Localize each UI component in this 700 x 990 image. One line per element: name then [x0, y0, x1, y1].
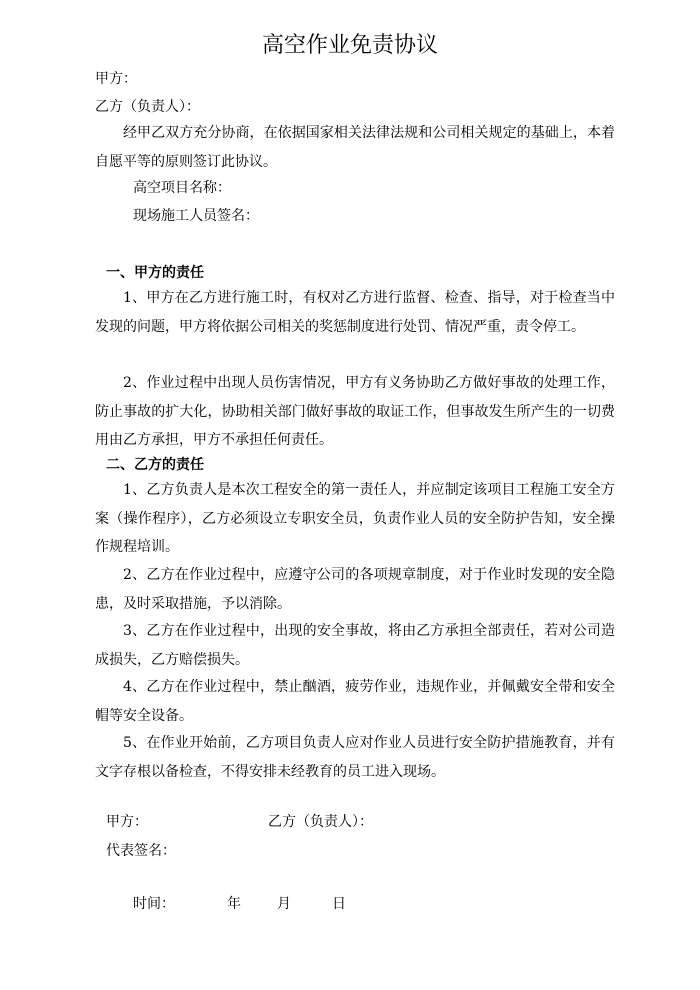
section-2-item-2: 2、乙方在作业过程中，应遵守公司的各项规章制度，对于作业时发现的安全隐患，及时采取措施，予以消除。 — [95, 567, 615, 612]
year-label: 年 — [227, 896, 241, 912]
intro-paragraph: 经甲乙双方充分协商，在依据国家相关法律法规和公司相关规定的基础上，本着自愿平等的原则签订此协议。 — [95, 125, 615, 170]
project-name-label: 高空项目名称： — [133, 180, 231, 196]
section-1-heading: 一、甲方的责任 — [106, 265, 204, 281]
footer-party-a-label: 甲方： — [106, 814, 148, 830]
intro-party-a-label: 甲方： — [95, 71, 137, 87]
section-2-item-3: 3、乙方在作业过程中，出现的安全事故，将由乙方承担全部责任，若对公司造成损失，乙方赔偿损失。 — [95, 623, 615, 668]
section-2-item-1: 1、乙方负责人是本次工程安全的第一责任人，并应制定该项目工程施工安全方案（操作程序），乙方必须设立专职安全员，负责作业人员的安全防护告知，安全操作规程培训。 — [95, 482, 615, 555]
worker-signature-label: 现场施工人员签名： — [133, 208, 259, 224]
section-2-heading: 二、乙方的责任 — [106, 457, 204, 473]
month-label: 月 — [277, 896, 291, 912]
day-label: 日 — [332, 896, 346, 912]
document-title: 高空作业免责协议 — [261, 33, 438, 58]
footer-party-b-label: 乙方（负责人）： — [268, 814, 373, 830]
section-1-item-1: 1、甲方在乙方进行施工时，有权对乙方进行监督、检查、指导，对于检查当中发现的问题，甲方将依据公司相关的奖惩制度进行处罚、情况严重，责令停工。 — [95, 290, 615, 335]
section-1-item-2: 2、作业过程中出现人员伤害情况，甲方有义务协助乙方做好事故的处理工作，防止事故的扩大化，协助相关部门做好事故的取证工作，但事故发生所产生的一切费用由乙方承担，甲方不承担任何责任。 — [95, 375, 615, 448]
time-label: 时间： — [133, 896, 175, 912]
rep-signature-label: 代表签名： — [106, 843, 176, 859]
section-2-item-4: 4、乙方在作业过程中，禁止酗酒，疲劳作业，违规作业，并佩戴安全带和安全帽等安全设备。 — [95, 679, 615, 724]
section-2-item-5: 5、在作业开始前，乙方项目负责人应对作业人员进行安全防护措施教育，并有文字存根以备检查，不得安排未经教育的员工进入现场。 — [95, 735, 615, 780]
intro-party-b-label: 乙方（负责人）： — [95, 99, 200, 115]
